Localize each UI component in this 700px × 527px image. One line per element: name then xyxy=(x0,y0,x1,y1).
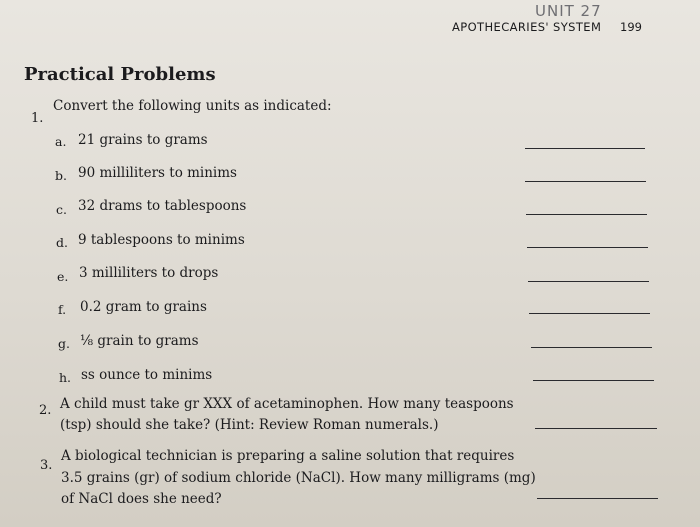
page-number: 199 xyxy=(620,20,642,34)
question-2-line: (tsp) should she take? (Hint: Review Roman numerals.) xyxy=(60,417,439,433)
answer-line[interactable] xyxy=(528,281,649,282)
answer-line[interactable] xyxy=(533,380,654,381)
unit-label: UNIT 27 xyxy=(535,2,602,20)
answer-line[interactable] xyxy=(531,347,652,348)
answer-line[interactable] xyxy=(537,498,658,499)
answer-line[interactable] xyxy=(529,313,650,314)
question-2-line: A child must take gr XXX of acetaminophen. How many teaspoons xyxy=(60,396,514,412)
item-text: ⅛ grain to grams xyxy=(80,333,199,349)
item-text: 0.2 gram to grains xyxy=(80,299,207,315)
item-letter: c. xyxy=(56,202,67,217)
answer-line[interactable] xyxy=(526,214,647,215)
answer-line[interactable] xyxy=(527,247,648,248)
item-letter: d. xyxy=(56,235,68,250)
answer-line[interactable] xyxy=(525,181,646,182)
item-text: 21 grains to grams xyxy=(78,132,208,148)
item-text: 9 tablespoons to minims xyxy=(78,232,245,248)
question-3-line: of NaCl does she need? xyxy=(61,491,222,507)
item-text: 32 drams to tablespoons xyxy=(78,198,247,214)
question-2-number: 2. xyxy=(39,403,52,418)
item-letter: e. xyxy=(57,269,69,284)
item-letter: b. xyxy=(55,168,67,183)
question-1-text: Convert the following units as indicated: xyxy=(53,98,332,114)
item-text: 3 milliliters to drops xyxy=(79,265,219,281)
item-text: ss ounce to minims xyxy=(81,367,213,383)
item-letter: f. xyxy=(58,302,67,317)
item-text: 90 milliliters to minims xyxy=(78,165,237,181)
question-3-line: 3.5 grains (gr) of sodium chloride (NaCl). How many milligrams (mg) xyxy=(61,470,536,486)
question-3-number: 3. xyxy=(40,458,53,473)
section-title: Practical Problems xyxy=(24,64,216,85)
item-letter: a. xyxy=(55,134,67,149)
answer-line[interactable] xyxy=(525,148,645,149)
answer-line[interactable] xyxy=(535,428,657,429)
item-letter: g. xyxy=(58,336,70,351)
item-letter: h. xyxy=(59,370,72,385)
question-1-number: 1. xyxy=(31,111,44,126)
question-3-line: A biological technician is preparing a saline solution that requires xyxy=(61,448,515,464)
chapter-title: APOTHECARIES' SYSTEM xyxy=(452,20,602,34)
